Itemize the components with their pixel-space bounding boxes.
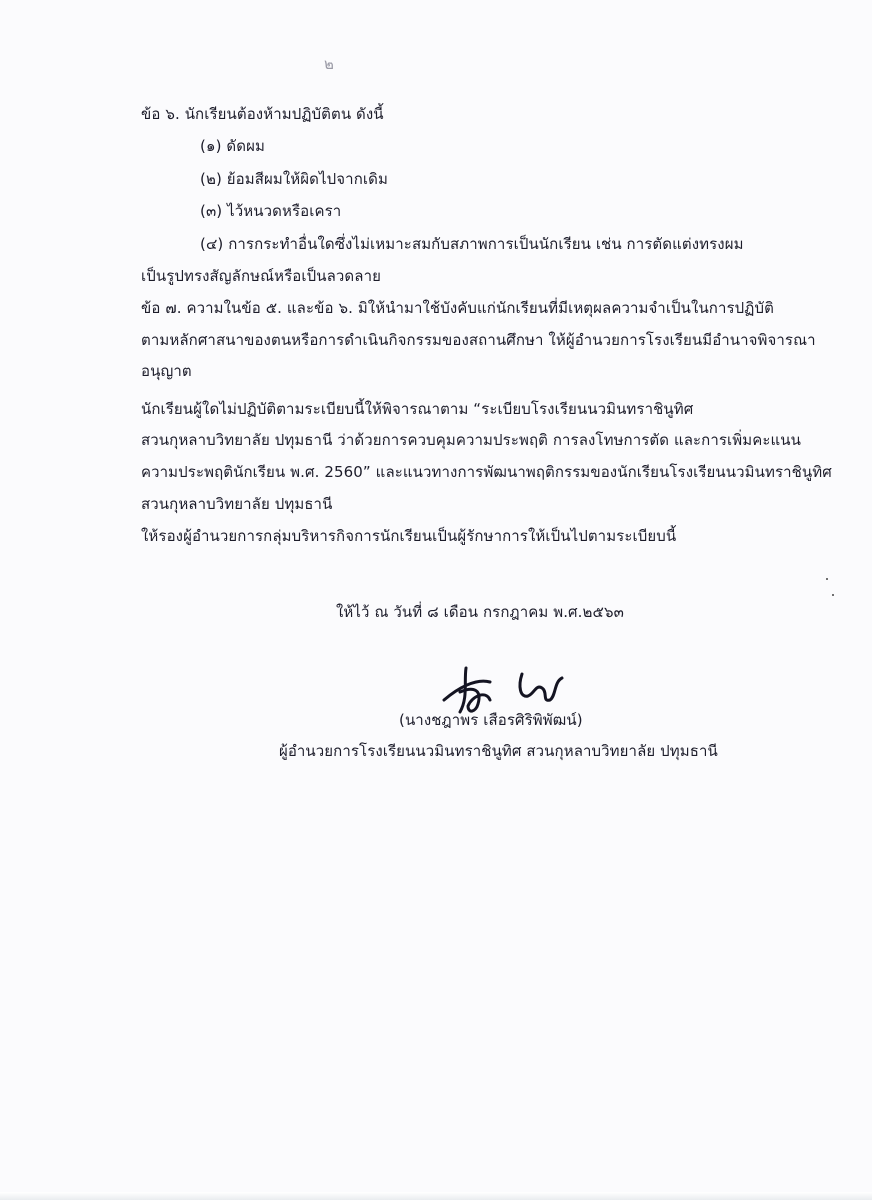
clause-7-line-1: ข้อ ๗. ความในข้อ ๕. และข้อ ๖. มิให้นำมาใช้บังคับแก่นักเรียนที่มีเหตุผลความจำเป็นในการปฏิบัติ — [141, 299, 774, 317]
penalty-line-1: นักเรียนผู้ใดไม่ปฏิบัติตามระเบียบนี้ให้พิจารณาตาม “ระเบียบโรงเรียนนวมินทราชินูทิศ — [141, 400, 694, 418]
clause-6-heading: ข้อ ๖. นักเรียนต้องห้ามปฏิบัติตน ดังนี้ — [141, 105, 384, 123]
clause-7-line-2: ตามหลักศาสนาของตนหรือการดำเนินกิจกรรมของสถานศึกษา ให้ผู้อำนวยการโรงเรียนมีอำนาจพิจารณา — [141, 331, 816, 349]
clause-7-line-3: อนุญาต — [141, 362, 192, 380]
supervisor-clause: ให้รองผู้อำนวยการกลุ่มบริหารกิจการนักเรียนเป็นผู้รักษาการให้เป็นไปตามระเบียบนี้ — [141, 527, 677, 545]
clause-6-item-4-line-2: เป็นรูปทรงสัญลักษณ์หรือเป็นลวดลาย — [141, 267, 381, 285]
clause-6-item-1: (๑) ดัดผม — [200, 137, 265, 155]
scan-bottom-edge — [0, 1192, 872, 1200]
page-number-mark: ๒ — [324, 55, 334, 73]
penalty-line-4: สวนกุหลาบวิทยาลัย ปทุมธานี — [141, 495, 333, 513]
penalty-line-2: สวนกุหลาบวิทยาลัย ปทุมธานี ว่าด้วยการควบคุมความประพฤติ การลงโทษการตัด และการเพิ่มคะแนน — [141, 431, 802, 449]
issue-date: ให้ไว้ ณ วันที่ ๘ เดือน กรกฎาคม พ.ศ.๒๕๖๓ — [336, 603, 624, 621]
penalty-line-3: ความประพฤตินักเรียน พ.ศ. 2560” และแนวทางการพัฒนาพฤติกรรมของนักเรียนโรงเรียนนวมินทราชินูทิศ — [141, 463, 832, 481]
scan-speck — [826, 578, 828, 580]
clause-6-item-4-line-1: (๔) การกระทำอื่นใดซึ่งไม่เหมาะสมกับสภาพการเป็นนักเรียน เช่น การตัดแต่งทรงผม — [200, 235, 744, 253]
signatory-name: (นางชฎาพร เสือรศิริพิพัฒน์) — [399, 711, 583, 729]
signatory-title: ผู้อำนวยการโรงเรียนนวมินทราชินูทิศ สวนกุหลาบวิทยาลัย ปทุมธานี — [279, 742, 718, 760]
scan-speck — [832, 594, 834, 596]
clause-6-item-2: (๒) ย้อมสีผมให้ผิดไปจากเดิม — [200, 170, 388, 188]
clause-6-item-3: (๓) ไว้หนวดหรือเครา — [200, 202, 342, 220]
